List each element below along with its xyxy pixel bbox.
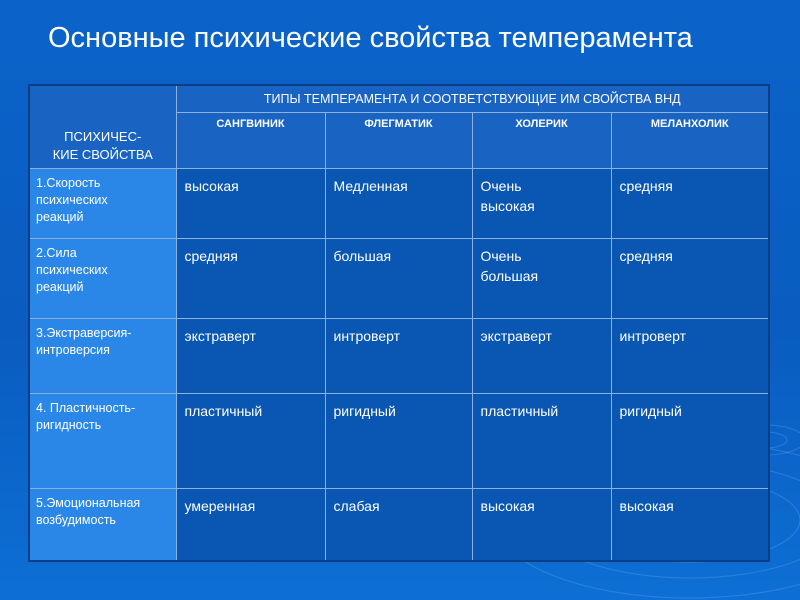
cell-line: экстраверт bbox=[480, 328, 552, 344]
table-cell bbox=[176, 394, 325, 489]
cell-line: большая bbox=[480, 268, 539, 284]
cell-line: средняя bbox=[619, 178, 673, 194]
cell-line: пластичный bbox=[480, 403, 559, 419]
cell-line: интроверт bbox=[619, 328, 686, 344]
cell-line: Медленная bbox=[333, 178, 408, 194]
table-cell bbox=[472, 169, 611, 239]
cell-line: высокая bbox=[480, 198, 535, 214]
table-cell bbox=[611, 394, 769, 489]
label-line: возбудимость bbox=[36, 513, 116, 527]
label-line: реакций bbox=[36, 280, 84, 294]
table-cell bbox=[176, 169, 325, 239]
table-cell bbox=[325, 319, 472, 394]
cell-line: Очень bbox=[480, 248, 522, 264]
type-header-phlegmatic: ФЛЕГМАТИК bbox=[325, 113, 472, 169]
row-label-plasticity bbox=[29, 394, 176, 489]
label-line: психических bbox=[36, 263, 108, 277]
type-header-sanguine: САНГВИНИК bbox=[176, 113, 325, 169]
row-label-emotional-excitability bbox=[29, 489, 176, 562]
table-cell bbox=[611, 239, 769, 319]
table-cell bbox=[472, 489, 611, 562]
label-line: ригидность bbox=[36, 418, 102, 432]
cell-line: интроверт bbox=[333, 328, 400, 344]
table-cell bbox=[472, 239, 611, 319]
row-label-reaction-strength bbox=[29, 239, 176, 319]
cell-line: средняя bbox=[619, 248, 673, 264]
label-line: 1.Скорость bbox=[36, 176, 101, 190]
table-cell bbox=[325, 489, 472, 562]
type-header-choleric: ХОЛЕРИК bbox=[472, 113, 611, 169]
label-line: реакций bbox=[36, 210, 84, 224]
row-label-extraversion bbox=[29, 319, 176, 394]
label-line: психических bbox=[36, 193, 108, 207]
table-cell bbox=[325, 394, 472, 489]
cell-line: умеренная bbox=[184, 498, 256, 514]
cell-line: слабая bbox=[333, 498, 380, 514]
label-line: 4. Пластичность- bbox=[36, 401, 136, 415]
label-line: 5.Эмоциональная bbox=[36, 496, 141, 510]
cell-line: средняя bbox=[184, 248, 238, 264]
table-cell bbox=[325, 169, 472, 239]
page-title: Основные психические свойства темперамента bbox=[48, 22, 693, 54]
cell-line: пластичный bbox=[184, 403, 263, 419]
label-line: 2.Сила bbox=[36, 246, 77, 260]
header-line: ПСИХИЧЕС- bbox=[64, 129, 142, 144]
table-cell bbox=[472, 319, 611, 394]
header-line: КИЕ СВОЙСТВА bbox=[52, 147, 153, 162]
row-label-reaction-speed bbox=[29, 169, 176, 239]
table-cell bbox=[176, 239, 325, 319]
cell-line: экстраверт bbox=[184, 328, 256, 344]
label-line: 3.Экстраверсия- bbox=[36, 326, 132, 340]
properties-column-header bbox=[29, 85, 176, 169]
temperament-table bbox=[28, 84, 770, 562]
cell-line: Очень bbox=[480, 178, 522, 194]
label-line: интроверсия bbox=[36, 343, 110, 357]
table-cell bbox=[472, 394, 611, 489]
table-cell bbox=[611, 489, 769, 562]
table-cell bbox=[611, 169, 769, 239]
cell-line: ригидный bbox=[619, 403, 682, 419]
cell-line: большая bbox=[333, 248, 392, 264]
cell-line: ригидный bbox=[333, 403, 396, 419]
cell-line: высокая bbox=[184, 178, 239, 194]
cell-line: высокая bbox=[619, 498, 674, 514]
type-header-melancholic: МЕЛАНХОЛИК bbox=[611, 113, 769, 169]
table-cell bbox=[611, 319, 769, 394]
temperament-types-header: ТИПЫ ТЕМПЕРАМЕНТА И СООТВЕТСТВУЮЩИЕ ИМ СВОЙСТВА ВНД bbox=[176, 85, 769, 113]
table-cell bbox=[176, 489, 325, 562]
cell-line: высокая bbox=[480, 498, 535, 514]
table-cell bbox=[325, 239, 472, 319]
table-cell bbox=[176, 319, 325, 394]
